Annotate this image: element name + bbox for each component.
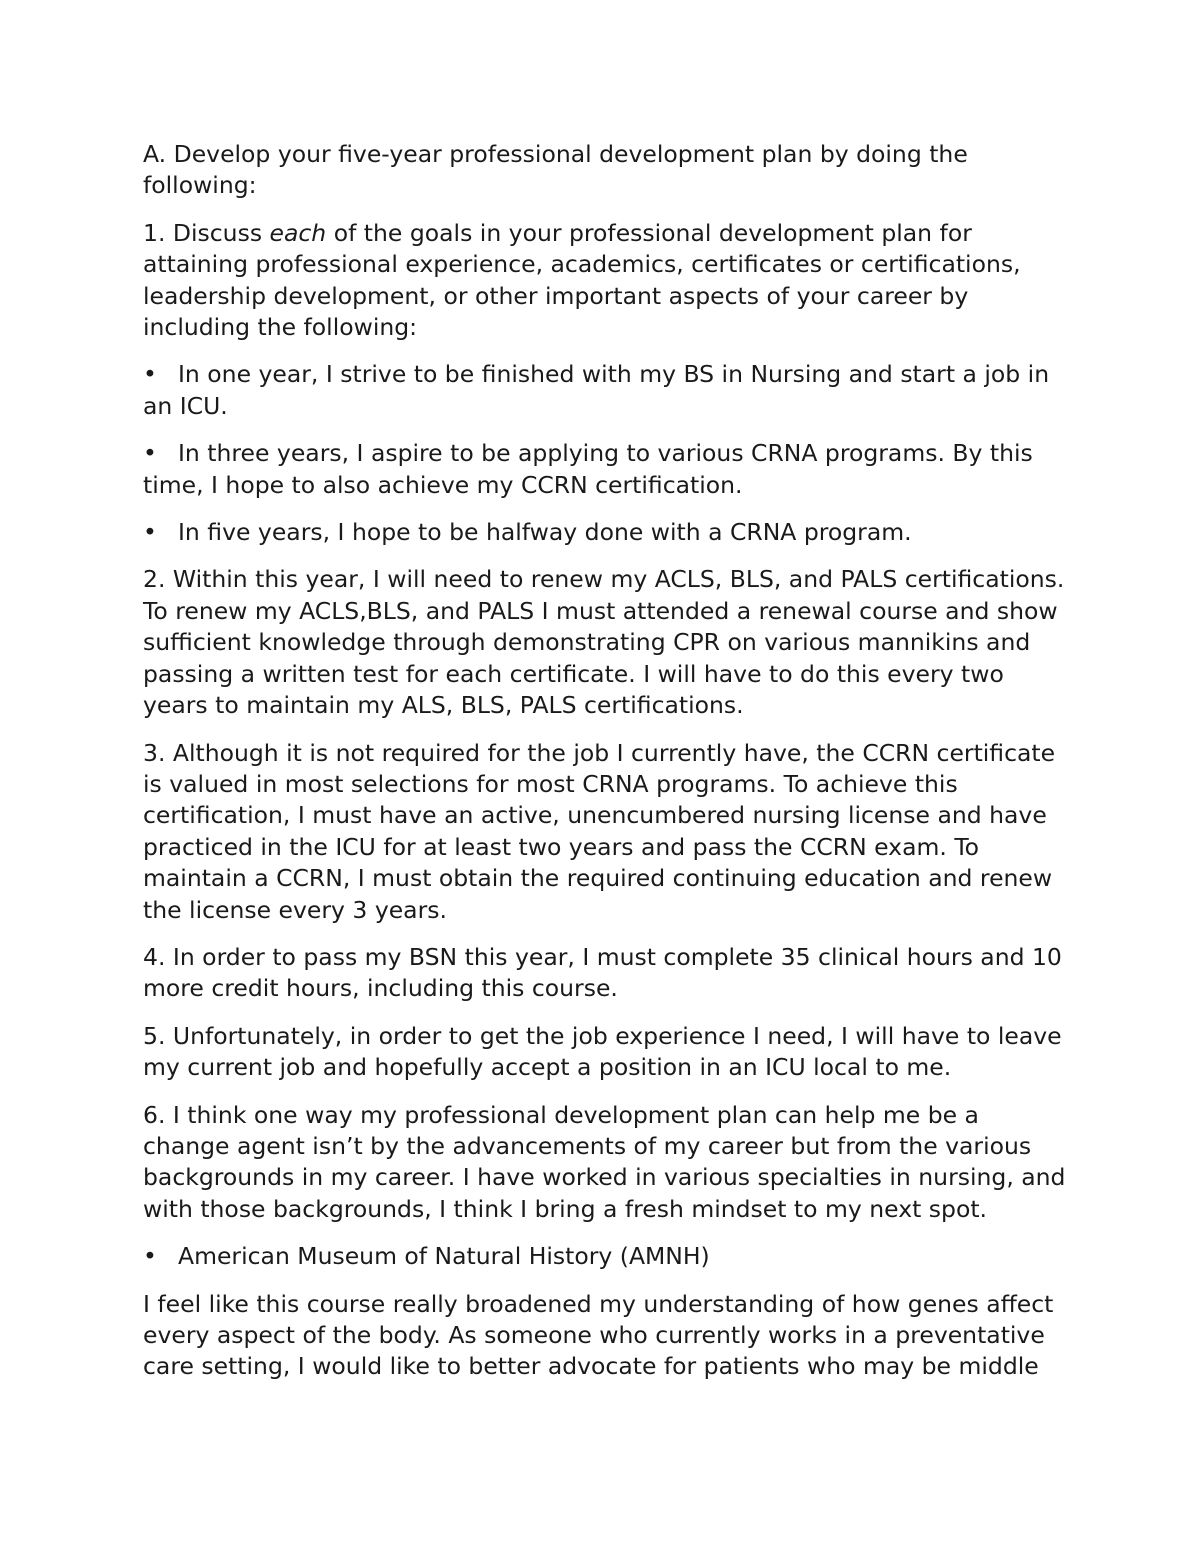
closing-paragraph: I feel like this course really broadened my understanding of how genes affect every aspect of the body. As someone who currently works in a preventative care setting, I would like to better advocate for patients who may be middle [143,1289,1054,1381]
document-body [143,139,1068,1399]
bullet-dot: • [143,439,157,468]
goal-text-3: In five years, I hope to be halfway done with a CRNA program. [178,518,912,547]
source-bullet [143,1241,1068,1272]
bullet-dot: • [143,518,157,547]
item-2-paragraph: 2. Within this year, I will need to renew my ACLS, BLS, and PALS certifications. To renew my ACLS,BLS, and PALS I must attended a renewal course and show sufficient knowledge through demonstrating CPR on various mannikins and passing a written test for each certificate. I will have to do this every two years to maintain my ALS, BLS, PALS certifications. [143,565,1065,720]
item-1-rest: of the goals in your professional development plan for attaining professional experience, academics, certificates or certifications, leadership development, or other important aspects of your career by including the following: [143,218,1021,342]
item-3-paragraph: 3. Although it is not required for the job I currently have, the CCRN certificate is valued in most selections for most CRNA programs. To achieve this certification, I must have an active, unencumbered nursing license and have practiced in the ICU for at least two years and pass the CCRN exam. To maintain a CCRN, I must obtain the required continuing education and renew the license every 3 years. [143,738,1056,924]
section-heading: A. Develop your five-year professional development plan by doing the following: [143,140,968,200]
bullet-dot: • [143,1242,157,1271]
goal-text-2: In three years, I aspire to be applying to various CRNA programs. By this time, I hope to also achieve my CCRN certification. [143,439,1033,499]
goal-bullet-2 [143,438,1068,501]
item-1-prefix: 1. Discuss [143,218,270,247]
bullet-dot: • [143,360,157,389]
goal-bullet-1 [143,359,1068,422]
item-5-paragraph: 5. Unfortunately, in order to get the job experience I need, I will have to leave my current job and hopefully accept a position in an ICU local to me. [143,1021,1062,1082]
goal-text-1: In one year, I strive to be finished with my BS in Nursing and start a job in an ICU. [143,360,1050,420]
item-6-paragraph: 6. I think one way my professional development plan can help me be a change agent isn’t by the advancements of my career but from the various backgrounds in my career. I have worked in various specialties in nursing, and with those backgrounds, I think I bring a fresh mindset to my next spot. [143,1100,1066,1223]
goal-bullet-3 [143,517,1068,548]
item-4-paragraph: 4. In order to pass my BSN this year, I must complete 35 clinical hours and 10 more credit hours, including this course. [143,942,1062,1003]
item-1-paragraph [143,218,1068,344]
source-text: American Museum of Natural History (AMNH) [178,1242,710,1271]
item-1-emphasis: each [269,218,327,247]
